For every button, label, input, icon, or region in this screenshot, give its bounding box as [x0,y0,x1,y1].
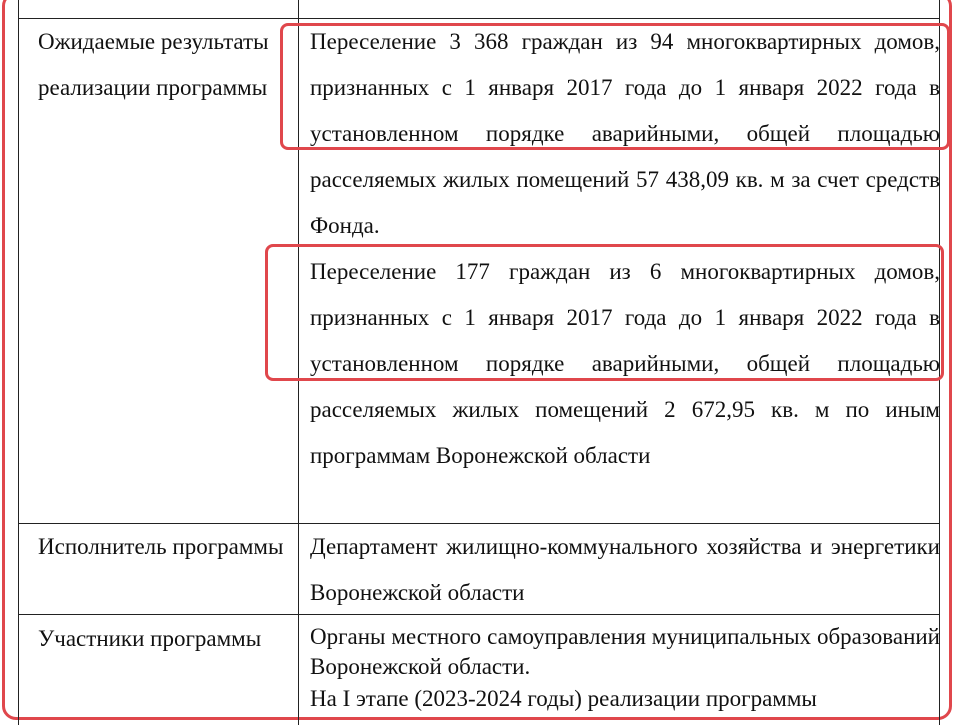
row-label-expected-results: Ожидаемые результаты реализации программы [38,29,269,100]
table-border-left [18,0,19,725]
document-table [18,0,952,725]
row-paragraph-resettlement-other: Переселение 177 граждан из 6 многоквартирных домов, признанных с 1 января 2017 года до 1 января 2022 года в установленном порядке аварийными, общей площадью расселяемых жилых помещений 2 672,95 кв. м по иным программам Воронежской области [310,259,940,468]
highlight-box-second [265,244,944,381]
row-label-participants: Участники программы [38,626,262,651]
row-label-executor: Исполнитель программы [38,534,284,559]
row-paragraph-stage-one: На I этапе (2023-2024 годы) реализации программы [310,686,817,711]
row-paragraph-resettlement-fund: Переселение 3 368 граждан из 94 многоквартирных домов, признанных с 1 января 2017 года до 1 января 2022 года в установленном порядке аварийными, общей площадью расселяемых жилых помещений 57 438,09 кв. м за счет средств Фонда. [310,29,940,238]
row-paragraph-participants: Органы местного самоуправления муниципальных образований Воронежской области. [310,624,940,679]
highlight-box-first [280,23,950,150]
row-paragraph-executor: Департамент жилищно-коммунального хозяйства и энергетики Воронежской области [310,534,940,605]
